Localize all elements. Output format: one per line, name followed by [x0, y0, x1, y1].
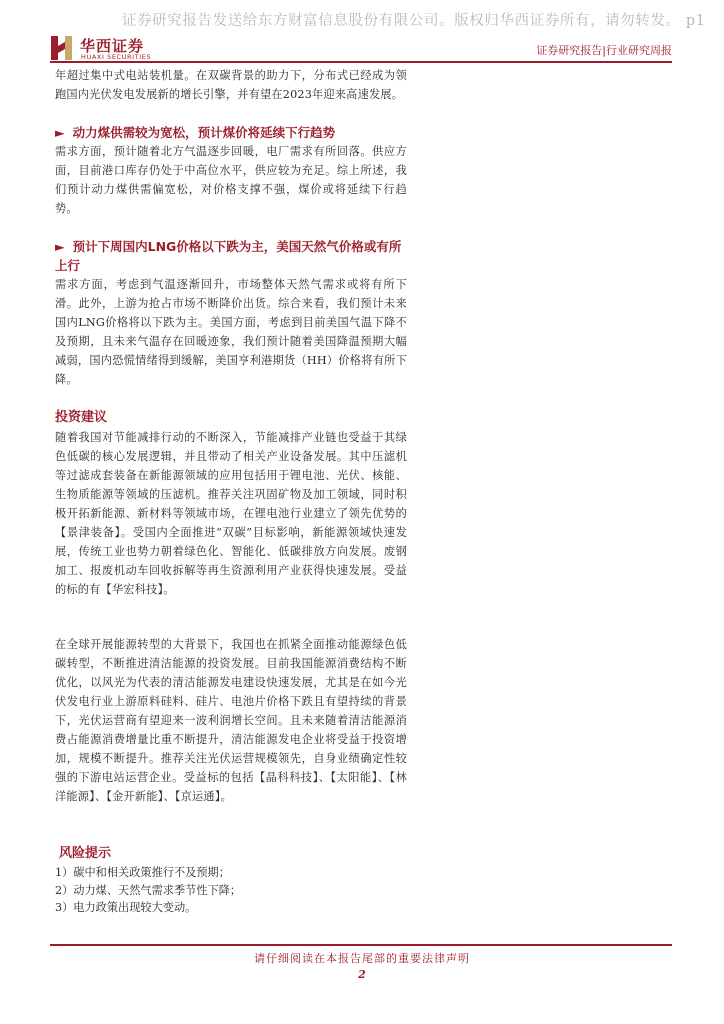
- risk-item: 1）碳中和相关政策推行不及预期；: [55, 866, 230, 879]
- triangle-bullet-icon: ►: [55, 125, 65, 140]
- logo-cn-text: 华西证券: [80, 37, 145, 55]
- risk-heading: 风险提示: [59, 846, 112, 861]
- risk-item: 2）动力煤、天然气需求季节性下降；: [55, 883, 242, 897]
- lng-section-title: 预计下周国内LNG价格以下跌为主，美国天然气价格或有所上行: [55, 239, 402, 273]
- lng-paragraph: 需求方面，考虑到气温逐渐回升，市场整体天然气需求或将有所下滑。此外，上游为抢占市场不断降价出货。综合来看，我们预计未来国内LNG价格将以下跌为主。美国方面，考虑到目前美国气温下降不及预期，且未来气温存在回暖迹象，我们预计随着美国降温预期大幅减弱，国内恐慌情绪得到缓解，美国亨利港期货（HH）价格将有所下降。: [55, 278, 407, 386]
- risk-item: 3）电力政策出现较大变动。: [55, 901, 197, 914]
- main-content: [55, 66, 407, 917]
- lng-section-heading: [55, 237, 407, 275]
- coal-paragraph: 需求方面，预计随着北方气温逐步回暖，电厂需求有所回落。供应方面，目前港口库存仍处于中高位水平，供应较为充足。综上所述，我们预计动力煤供需偏宽松，对价格支撑不强，煤价或将延续下行趋势。: [55, 145, 407, 215]
- investment-heading: 投资建议: [55, 410, 108, 425]
- risk-list: [55, 864, 407, 917]
- huaxi-logo: [50, 34, 210, 64]
- header-divider: [50, 61, 672, 63]
- logo-en-text: HUAXI SECURITIES: [81, 53, 152, 61]
- report-type-label: 证券研究报告|行业研究周报: [536, 44, 672, 57]
- triangle-bullet-icon: ►: [55, 239, 65, 254]
- investment-paragraph-1: 随着我国对节能减排行动的不断深入，节能减排产业链也受益于其绿色低碳的核心发展逻辑，并且带动了相关产业设备发展。其中压滤机等过滤成套装备在新能源领域的应用包括用于锂电池、光伏、核能、生物质能源等领域的压滤机。推荐关注巩固矿物及加工领域，同时积极开拓新能源、新材料等领域市场，在锂电池行业建立了领先优势的【景津装备】。受国内全面推进“双碳”目标影响，新能源领域快速发展，传统工业也势力朝着绿色化、智能化、低碳排放方向发展。废钢加工、报废机动车回收拆解等再生资源利用产业获得快速发展。受益的标的有【华宏科技】。: [55, 431, 407, 596]
- coal-section-title: 动力煤供需较为宽松，预计煤价将延续下行趋势: [72, 125, 336, 140]
- legal-notice: 请仔细阅读在本报告尾部的重要法律声明: [254, 952, 470, 965]
- investment-paragraph-2: 在全球开展能源转型的大背景下，我国也在抓紧全面推动能源绿色低碳转型，不断推进清洁能源的投资发展。目前我国能源消费结构不断优化，以风光为代表的清洁能源发电建设快速发展，尤其是在如今光伏发电行业上游原料硅料、硅片、电池片价格下跌且有望持续的背景下，光伏运营商有望迎来一波利润增长空间。且未来随着清洁能源消费占能源消费增量比重不断提升，清洁能源发电企业将受益于投资增加，规模不断提升。推荐关注光伏运营规模领先，自身业绩确定性较强的下游电站运营企业。受益标的包括【晶科科技】、【太阳能】、【林洋能源】、【金开新能】、【京运通】。: [55, 638, 407, 803]
- intro-paragraph: 年超过集中式电站装机量。在双碳背景的助力下，分布式已经成为领跑国内光伏发电发展新的增长引擎，并有望在2023年迎来高速发展。: [55, 69, 407, 101]
- huaxi-logo-icon: [50, 34, 74, 62]
- watermark-text: 证券研究报告发送给东方财富信息股份有限公司。版权归华西证券所有，请勿转发。 p1: [122, 13, 706, 29]
- page-number: 2: [358, 968, 366, 981]
- footer-divider: [50, 944, 672, 946]
- coal-section-heading: [55, 123, 407, 142]
